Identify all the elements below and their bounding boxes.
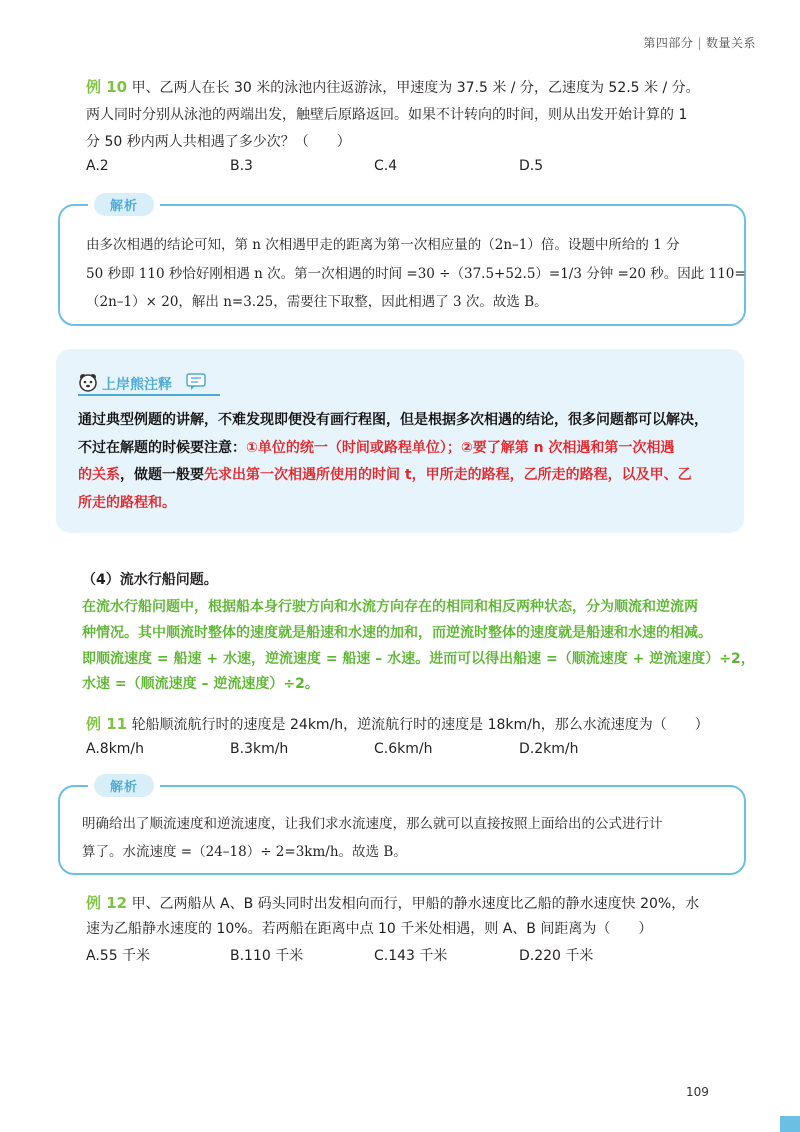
note-title-underline: [78, 394, 220, 396]
comment-icon: [186, 373, 206, 391]
note-line2: [78, 437, 674, 457]
section4-line4: 水速 =（顺流速度 – 逆流速度）÷2。: [82, 676, 319, 692]
section4-line1: 在流水行船问题中，根据船本身行驶方向和水流方向存在的相同和相反两种状态，分为顺流和逆流两: [82, 599, 698, 615]
analysis10-tag-wrap: [88, 193, 160, 216]
note-line2-red: ①单位的统一（时间或路程单位）；②要了解第 n 次相遇和第一次相遇: [246, 440, 675, 456]
example11-option-c: C.6km/h: [374, 741, 433, 757]
page-number: 109: [686, 1085, 709, 1099]
note-line3: [78, 464, 692, 484]
example11-option-a: A.8km/h: [86, 741, 145, 757]
example10-text1: 甲、乙两人在长 30 米的泳池内往返游泳，甲速度为 37.5 米 / 分，乙速度为 52.5 米 / 分。: [131, 80, 700, 96]
page-corner-mark: [780, 1116, 800, 1132]
example10-line1: [86, 76, 700, 97]
note-line3-red-b: 先求出第一次相遇所使用的时间 t，甲所走的路程，乙所走的路程，以及甲、乙: [204, 467, 692, 483]
header-section: 第四部分: [643, 36, 694, 50]
example12-option-b: B.110 千米: [230, 948, 304, 964]
example10-line2: 两人同时分别从泳池的两端出发，触壁后原路返回。如果不计转向的时间，则从出发开始计算的 1: [86, 107, 688, 123]
example11-option-b: B.3km/h: [230, 741, 289, 757]
example10-label: 例 10: [86, 78, 128, 96]
header-subject: 数量关系: [705, 36, 756, 50]
note-line3-red-a: 的关系: [78, 467, 120, 483]
example12-option-d: D.220 千米: [519, 948, 594, 964]
analysis11-line1: 明确给出了顺流速度和逆流速度，让我们求水流速度，那么就可以直接按照上面给出的公式进行计: [82, 816, 663, 832]
running-header: [643, 34, 756, 51]
analysis11-tag: 解析: [94, 774, 154, 797]
example12-text1: 甲、乙两船从 A、B 码头同时出发相向而行，甲船的静水速度比乙船的静水速度快 20%，水: [131, 896, 700, 912]
section4-line3: 即顺流速度 = 船速 + 水速，逆流速度 = 船速 – 水速。进而可以得出船速 =（顺流速度 + 逆流速度）÷2，: [82, 651, 755, 667]
example10-option-d: D.5: [519, 158, 544, 174]
analysis10-tag: 解析: [94, 193, 154, 216]
note-line4: 所走的路程和。: [78, 495, 176, 511]
example11-line1: [86, 713, 709, 734]
example12-line2: 速为乙船静水速度的 10%。若两船在距离中点 10 千米处相遇，则 A、B 间距离为（ ）: [86, 921, 653, 937]
example12-option-a: A.55 千米: [86, 948, 151, 964]
analysis11-line2: 算了。水流速度 =（24–18）÷ 2=3km/h。故选 B。: [82, 844, 407, 860]
example12-option-c: C.143 千米: [374, 948, 448, 964]
example11-label: 例 11: [86, 715, 128, 733]
note-line3-black: ，做题一般要: [120, 467, 204, 483]
example11-text1: 轮船顺流航行时的速度是 24km/h，逆流航行时的速度是 18km/h，那么水流速度为（ ）: [131, 717, 709, 733]
analysis10-line2: 50 秒即 110 秒恰好刚相遇 n 次。第一次相遇的时间 =30 ÷（37.5+52.5）=1/3 分钟 =20 秒。因此 110=: [86, 266, 746, 282]
note-line1: 通过典型例题的讲解，不难发现即便没有画行程图，但是根据多次相遇的结论，很多问题都可以解决，: [78, 412, 708, 428]
analysis11-tag-wrap: [88, 774, 160, 797]
note-line2-black: 不过在解题的时候要注意：: [78, 440, 246, 456]
section4-line2: 种情况。其中顺流时整体的速度就是船速和水速的加和，而逆流时整体的速度就是船速和水速的相减。: [82, 625, 712, 641]
bear-icon: [78, 372, 98, 392]
example10-option-b: B.3: [230, 158, 253, 174]
note-title: 上岸熊注释: [102, 377, 172, 393]
example12-label: 例 12: [86, 894, 128, 912]
example10-option-a: A.2: [86, 158, 109, 174]
example10-line3: 分 50 秒内两人共相遇了多少次？（ ）: [86, 134, 351, 150]
example10-option-c: C.4: [374, 158, 398, 174]
example12-line1: [86, 892, 699, 913]
header-separator: |: [697, 36, 702, 50]
analysis10-line3: （2n–1）× 20，解出 n=3.25，需要往下取整，因此相遇了 3 次。故选 B。: [86, 294, 548, 310]
example11-option-d: D.2km/h: [519, 741, 579, 757]
section4-heading: （4）流水行船问题。: [82, 572, 218, 588]
analysis10-line1: 由多次相遇的结论可知，第 n 次相遇甲走的距离为第一次相应量的（2n–1）倍。设题中所给的 1 分: [86, 237, 680, 253]
